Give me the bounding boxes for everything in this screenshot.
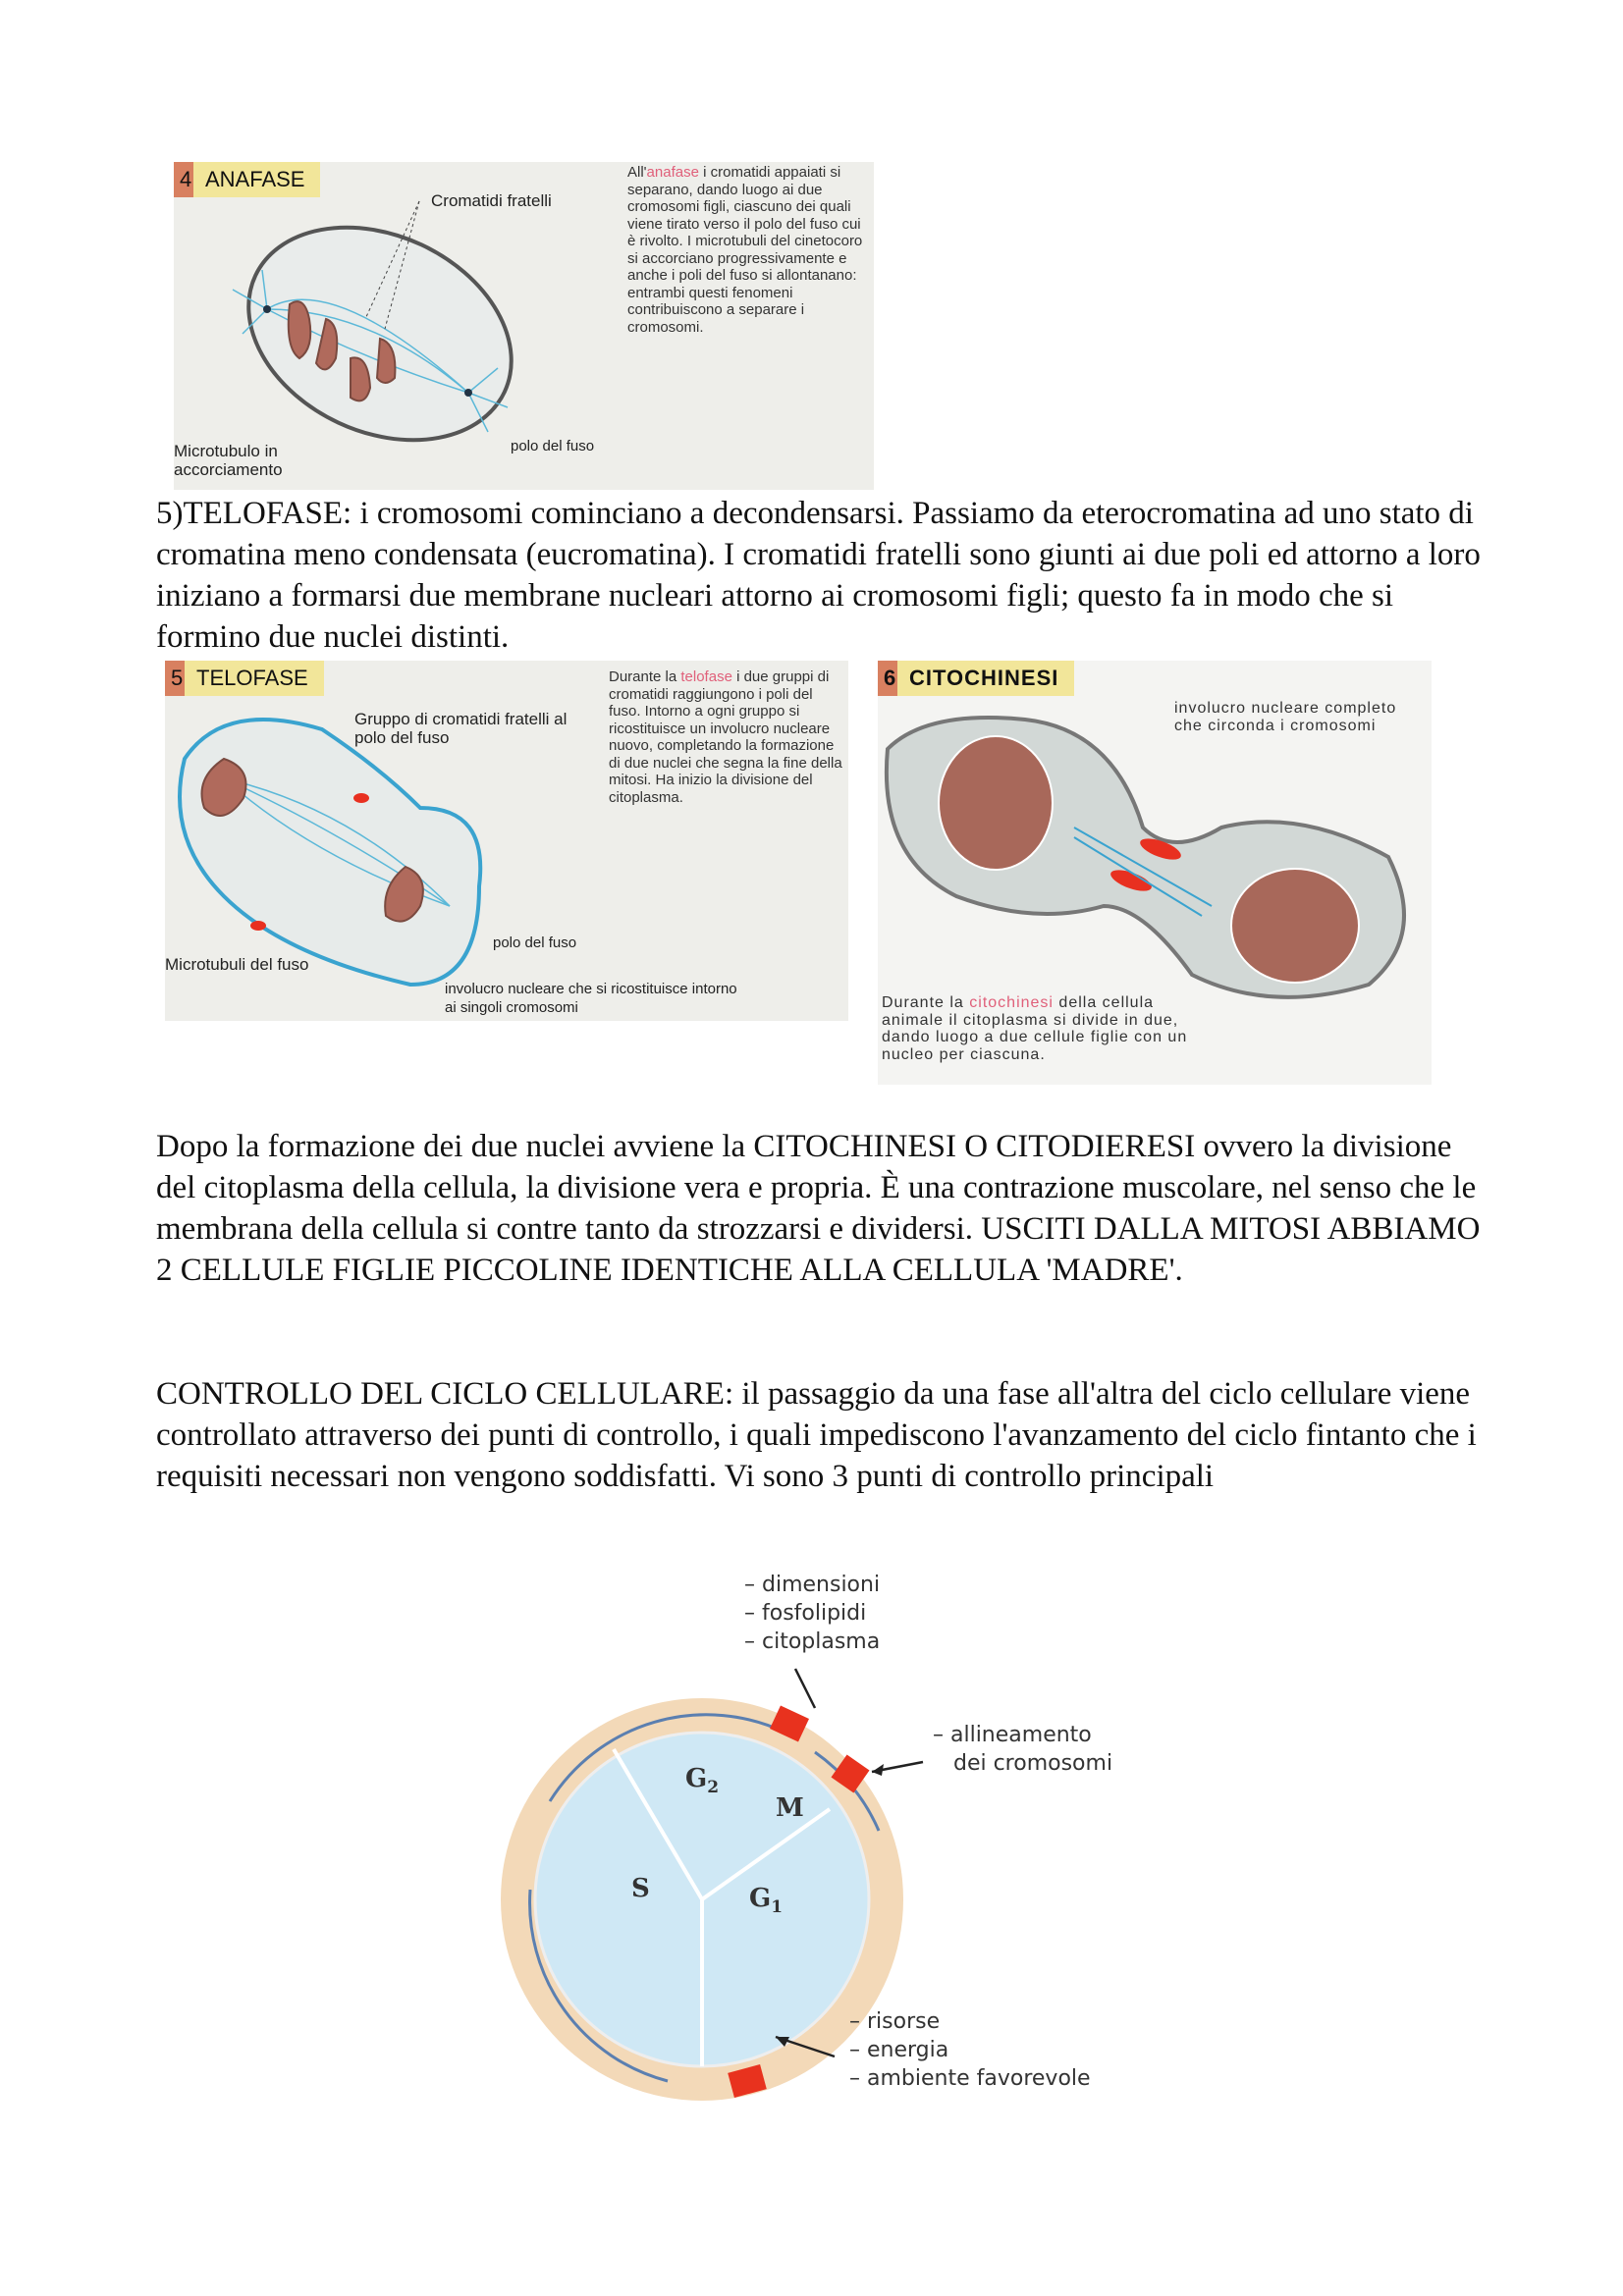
label-polo-del-fuso: polo del fuso	[493, 934, 577, 951]
phase-s-label: S	[631, 1874, 650, 1903]
citochinesi-description: Durante la citochinesi della cellula animale il citoplasma si divide in due, dando luogo a due cellule figlie con un nucleo per ciascuna.	[882, 994, 1188, 1063]
telofase-figure	[165, 661, 848, 1021]
checkpoint-g2-requirements: – dimensioni – fosfolipidi – citoplasma	[744, 1573, 881, 1654]
citochinesi-figure	[878, 661, 1432, 1085]
telofase-description: Durante la telofase i due gruppi di cromatidi raggiungono i poli del fuso. Intorno a ogni gruppo si ricostituisce un involucro nucleare nuovo, completando la formazione di due nuclei che segna la fine della mitosi. Ha inizio la divisione del citoplasma.	[609, 668, 842, 806]
label-microtubuli-del-fuso: Microtubuli del fuso	[165, 955, 309, 974]
phase-m-label: M	[776, 1793, 804, 1823]
anafase-figure	[174, 162, 874, 490]
label-gruppo-cromatidi: Gruppo di cromatidi fratelli al polo del fuso	[354, 710, 568, 747]
label-involucro-completo: involucro nucleare completo che circonda i cromosomi	[1174, 700, 1397, 734]
label-involucro-nucleare: involucro nucleare che si ricostituisce intorno ai singoli cromosomi	[445, 981, 737, 1016]
label-polo-del-fuso: polo del fuso	[511, 438, 595, 454]
label-microtubulo: Microtubulo in accorciamento	[174, 442, 283, 479]
paragraph-citochinesi: Dopo la formazione dei due nuclei avviene la CITOCHINESI O CITODIERESI ovvero la divisione del citoplasma della cellula, la divisione vera e propria. È una contrazione muscolare, nel senso che le membrana della cellula si contre tanto da strozzarsi e dividersi. USCITI DALLA MITOSI ABBIAMO 2 CELLULE FIGLIE PICCOLINE IDENTICHE ALLA CELLULA 'MADRE'.	[156, 1129, 1481, 1288]
paragraph-controllo: CONTROLLO DEL CICLO CELLULARE: il passaggio da una fase all'altra del ciclo cellulare viene controllato attraverso dei punti di controllo, i quali impediscono l'avanzamento del ciclo fintanto che i requisiti necessari non vengono soddisfatti. Vi sono 3 punti di controllo principali	[156, 1376, 1477, 1494]
cell-cycle-diagram	[491, 1566, 1159, 2106]
anafase-tag: 4 ANAFASE	[174, 162, 320, 197]
anafase-description: All'anafase i cromatidi appaiati si separano, dando luogo ai due cromosomi figli, ciascuno dei quali viene tirato verso il polo del fuso cui è rivolto. I microtubuli del cinetocoro si accorciano progressivamente e anche i poli del fuso si allontanano: entrambi questi fenomeni contribuiscono a separare i cromosomi.	[627, 164, 863, 336]
checkpoint-g1-requirements: – risorse – energia – ambiente favorevole	[849, 2009, 1091, 2091]
checkpoint-m-requirements: – allineamento dei cromosomi	[933, 1723, 1113, 1776]
phase-g2-label: $G_2$	[685, 1764, 720, 1797]
phase-g1-label: $G_1$	[749, 1884, 784, 1917]
label-cromatidi-fratelli: Cromatidi fratelli	[431, 191, 552, 210]
telofase-tag: 5 TELOFASE	[165, 661, 324, 696]
paragraph-telofase: 5)TELOFASE: i cromosomi cominciano a decondensarsi. Passiamo da eterocromatina ad uno stato di cromatina meno condensata (eucromatina). I cromatidi fratelli sono giunti ai due poli ed attorno a loro iniziano a formarsi due membrane nucleari attorno ai cromosomi figli; questo fa in modo che si formino due nuclei distinti.	[156, 496, 1481, 655]
citochinesi-tag: 6 CITOCHINESI	[878, 661, 1074, 696]
